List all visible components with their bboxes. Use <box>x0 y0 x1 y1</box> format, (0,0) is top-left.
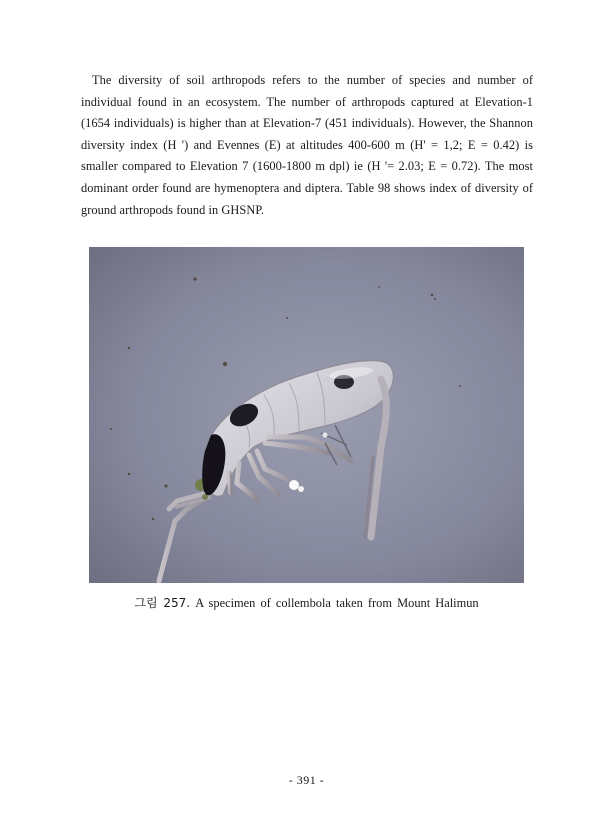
caption-text: A specimen of collembola taken from Mount Halimun <box>195 596 479 610</box>
collembola-image <box>89 247 524 583</box>
body-paragraph: The diversity of soil arthropods refers to the number of species and number of individual found in an ecosystem. The number of arthropods captured at Elevation-1 (1654 individuals) is higher than at Elevation-7 (451 individuals). However, the Shannon diversity index (H ') and Evennes (E) at altitudes 400-600 m (H' = 1,2; E = 0.42) is smaller compared to Elevation 7 (1600-1800 m dpl) ie (H '= 2.03; E = 0.72). The most dominant order found are hymenoptera and diptera. Table 98 shows index of diversity of ground arthropods found in GHSNP. <box>81 73 533 217</box>
figure-label: 그림 257. <box>134 596 191 610</box>
specimen-photo <box>89 247 524 583</box>
page-number: - 391 - <box>288 773 325 787</box>
figure-caption <box>0 594 613 611</box>
